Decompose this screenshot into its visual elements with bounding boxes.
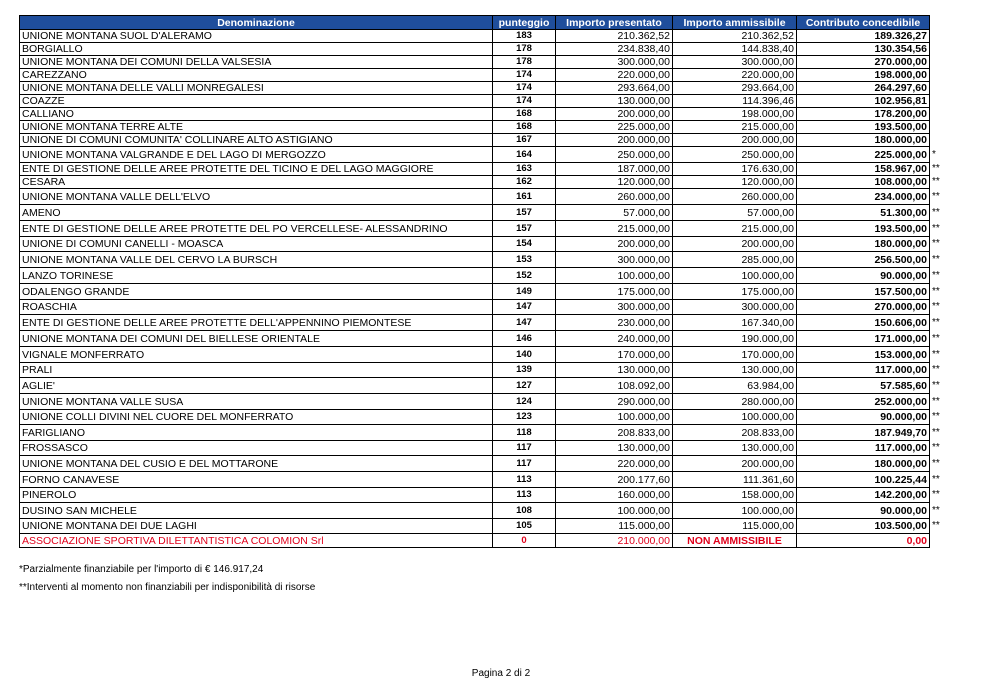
row-score: 149 xyxy=(493,284,556,300)
row-contributo-concedibile: 142.200,00 xyxy=(797,488,930,503)
row-name: UNIONE MONTANA VALLE DEL CERVO LA BURSCH xyxy=(20,252,493,268)
table-row: ODALENGO GRANDE 149 175.000,00 175.000,00 157.500,00 ** xyxy=(20,284,930,300)
row-importo-ammissibile: 210.362,52 xyxy=(673,30,797,43)
header-contributo-concedibile: Contributo concedibile xyxy=(797,16,930,30)
row-contributo-concedibile: 193.500,00 xyxy=(797,121,930,134)
row-name: FROSSASCO xyxy=(20,441,493,456)
row-score: 157 xyxy=(493,221,556,237)
row-importo-presentato: 120.000,00 xyxy=(556,176,673,189)
row-importo-presentato: 208.833,00 xyxy=(556,425,673,441)
row-importo-presentato: 225.000,00 xyxy=(556,121,673,134)
row-importo-presentato: 100.000,00 xyxy=(556,268,673,284)
row-contributo-concedibile: 180.000,00 xyxy=(797,456,930,472)
row-score: 146 xyxy=(493,331,556,347)
row-name: UNIONE MONTANA SUOL D'ALERAMO xyxy=(20,30,493,43)
row-contributo-concedibile: 193.500,00 xyxy=(797,221,930,237)
row-name: VIGNALE MONFERRATO xyxy=(20,347,493,363)
row-name: UNIONE DI COMUNI CANELLI - MOASCA xyxy=(20,237,493,252)
row-score: 0 xyxy=(493,534,556,548)
row-contributo-concedibile: 270.000,00 xyxy=(797,56,930,69)
row-importo-ammissibile: 190.000,00 xyxy=(673,331,797,347)
table-row: AGLIE' 127 108.092,00 63.984,00 57.585,60 ** xyxy=(20,378,930,394)
row-score: 154 xyxy=(493,237,556,252)
row-contributo-concedibile: 189.326,27 xyxy=(797,30,930,43)
row-name: AMENO xyxy=(20,205,493,221)
row-importo-ammissibile: 215.000,00 xyxy=(673,121,797,134)
row-importo-presentato: 240.000,00 xyxy=(556,331,673,347)
row-importo-presentato: 230.000,00 xyxy=(556,315,673,331)
page-number: Pagina 2 di 2 xyxy=(471,668,531,679)
row-name: FORNO CANAVESE xyxy=(20,472,493,488)
row-name: UNIONE MONTANA VALLE SUSA xyxy=(20,394,493,410)
row-score: 168 xyxy=(493,108,556,121)
table-row: UNIONE MONTANA VALGRANDE E DEL LAGO DI MERGOZZO 164 250.000,00 250.000,00 225.000,00 * xyxy=(20,147,930,163)
row-importo-ammissibile: 167.340,00 xyxy=(673,315,797,331)
row-importo-ammissibile: 100.000,00 xyxy=(673,410,797,425)
row-importo-ammissibile: 200.000,00 xyxy=(673,456,797,472)
header-row xyxy=(20,16,930,30)
header-punteggio: punteggio xyxy=(493,16,556,30)
row-contributo-concedibile: 90.000,00 xyxy=(797,503,930,519)
row-score: 174 xyxy=(493,95,556,108)
table-row xyxy=(20,82,930,95)
row-score: 174 xyxy=(493,82,556,95)
row-name: CESARA xyxy=(20,176,493,189)
row-score: 183 xyxy=(493,30,556,43)
funding-table xyxy=(19,15,940,548)
row-name: BORGIALLO xyxy=(20,43,493,56)
row-contributo-concedibile: 180.000,00 xyxy=(797,237,930,252)
row-name: UNIONE MONTANA DEI COMUNI DEL BIELLESE ORIENTALE xyxy=(20,331,493,347)
row-name: ENTE DI GESTIONE DELLE AREE PROTETTE DEL PO VERCELLESE- ALESSANDRINO xyxy=(20,221,493,237)
row-importo-presentato: 215.000,00 xyxy=(556,221,673,237)
row-score: 163 xyxy=(493,163,556,176)
row-contributo-concedibile: 158.967,00 xyxy=(797,163,930,176)
row-importo-presentato: 57.000,00 xyxy=(556,205,673,221)
row-score: 117 xyxy=(493,441,556,456)
row-importo-ammissibile: 260.000,00 xyxy=(673,189,797,205)
row-name: UNIONE MONTANA DEI DUE LAGHI xyxy=(20,519,493,534)
table-row: PINEROLO 113 160.000,00 158.000,00 142.200,00 ** xyxy=(20,488,930,503)
row-importo-presentato: 100.000,00 xyxy=(556,503,673,519)
row-contributo-concedibile: 180.000,00 xyxy=(797,134,930,147)
row-score: 123 xyxy=(493,410,556,425)
row-importo-presentato: 300.000,00 xyxy=(556,300,673,315)
row-importo-ammissibile: 300.000,00 xyxy=(673,300,797,315)
table-row: ENTE DI GESTIONE DELLE AREE PROTETTE DEL PO VERCELLESE- ALESSANDRINO 157 215.000,00 215.000,00 193.500,00 ** xyxy=(20,221,930,237)
row-importo-presentato: 200.000,00 xyxy=(556,134,673,147)
row-score: 124 xyxy=(493,394,556,410)
row-importo-presentato: 160.000,00 xyxy=(556,488,673,503)
row-score: 113 xyxy=(493,472,556,488)
row-name: UNIONE MONTANA DEL CUSIO E DEL MOTTARONE xyxy=(20,456,493,472)
note-not-funded: **Interventi al momento non finanziabili per indisponibilità di risorse xyxy=(19,582,316,593)
row-contributo-concedibile: 108.000,00 xyxy=(797,176,930,189)
table-row xyxy=(20,56,930,69)
row-importo-presentato: 115.000,00 xyxy=(556,519,673,534)
row-importo-ammissibile: 198.000,00 xyxy=(673,108,797,121)
row-contributo-concedibile: 100.225,44 xyxy=(797,472,930,488)
row-importo-ammissibile: 176.630,00 xyxy=(673,163,797,176)
row-importo-ammissibile: NON AMMISSIBILE xyxy=(673,534,797,548)
row-importo-presentato: 234.838,40 xyxy=(556,43,673,56)
table-row: UNIONE MONTANA DEI DUE LAGHI 105 115.000,00 115.000,00 103.500,00 ** xyxy=(20,519,930,534)
row-importo-presentato: 250.000,00 xyxy=(556,147,673,163)
row-importo-ammissibile: 158.000,00 xyxy=(673,488,797,503)
row-importo-presentato: 200.177,60 xyxy=(556,472,673,488)
table-row xyxy=(20,108,930,121)
row-contributo-concedibile: 90.000,00 xyxy=(797,410,930,425)
row-score: 127 xyxy=(493,378,556,394)
row-importo-ammissibile: 120.000,00 xyxy=(673,176,797,189)
row-contributo-concedibile: 178.200,00 xyxy=(797,108,930,121)
row-score: 167 xyxy=(493,134,556,147)
row-score: 153 xyxy=(493,252,556,268)
row-score: 147 xyxy=(493,315,556,331)
table-row: UNIONE MONTANA VALLE SUSA 124 290.000,00 280.000,00 252.000,00 ** xyxy=(20,394,930,410)
table-row xyxy=(20,134,930,147)
row-importo-presentato: 220.000,00 xyxy=(556,456,673,472)
row-importo-presentato: 200.000,00 xyxy=(556,108,673,121)
row-contributo-concedibile: 103.500,00 xyxy=(797,519,930,534)
row-importo-presentato: 300.000,00 xyxy=(556,252,673,268)
row-importo-presentato: 200.000,00 xyxy=(556,237,673,252)
row-score: 162 xyxy=(493,176,556,189)
row-importo-presentato: 130.000,00 xyxy=(556,441,673,456)
table-row: FROSSASCO 117 130.000,00 130.000,00 117.000,00 ** xyxy=(20,441,930,456)
row-score: 164 xyxy=(493,147,556,163)
row-name: COAZZE xyxy=(20,95,493,108)
table-body xyxy=(20,30,940,548)
row-contributo-concedibile: 117.000,00 xyxy=(797,441,930,456)
row-score: 147 xyxy=(493,300,556,315)
table-row xyxy=(20,95,930,108)
row-score: 152 xyxy=(493,268,556,284)
row-importo-ammissibile: 293.664,00 xyxy=(673,82,797,95)
row-contributo-concedibile: 57.585,60 xyxy=(797,378,930,394)
row-contributo-concedibile: 90.000,00 xyxy=(797,268,930,284)
row-contributo-concedibile: 234.000,00 xyxy=(797,189,930,205)
row-name: UNIONE MONTANA DEI COMUNI DELLA VALSESIA xyxy=(20,56,493,69)
row-importo-presentato: 210.000,00 xyxy=(556,534,673,548)
row-importo-ammissibile: 220.000,00 xyxy=(673,69,797,82)
table-row: ENTE DI GESTIONE DELLE AREE PROTETTE DEL TICINO E DEL LAGO MAGGIORE 163 187.000,00 176.630,00 158.967,00 ** xyxy=(20,163,930,176)
row-contributo-concedibile: 252.000,00 xyxy=(797,394,930,410)
row-importo-ammissibile: 63.984,00 xyxy=(673,378,797,394)
row-importo-presentato: 300.000,00 xyxy=(556,56,673,69)
row-importo-ammissibile: 285.000,00 xyxy=(673,252,797,268)
row-importo-ammissibile: 100.000,00 xyxy=(673,503,797,519)
table-row: ENTE DI GESTIONE DELLE AREE PROTETTE DELL'APPENNINO PIEMONTESE 147 230.000,00 167.340,00 150.606,00 ** xyxy=(20,315,930,331)
row-score: 174 xyxy=(493,69,556,82)
row-contributo-concedibile: 130.354,56 xyxy=(797,43,930,56)
row-contributo-concedibile: 0,00 xyxy=(797,534,930,548)
table-row: PRALI 139 130.000,00 130.000,00 117.000,00 ** xyxy=(20,363,930,378)
row-contributo-concedibile: 153.000,00 xyxy=(797,347,930,363)
row-score: 168 xyxy=(493,121,556,134)
table-row: UNIONE MONTANA DEL CUSIO E DEL MOTTARONE 117 220.000,00 200.000,00 180.000,00 ** xyxy=(20,456,930,472)
row-contributo-concedibile: 171.000,00 xyxy=(797,331,930,347)
row-score: 118 xyxy=(493,425,556,441)
table-row xyxy=(20,30,930,43)
row-importo-presentato: 130.000,00 xyxy=(556,95,673,108)
row-importo-ammissibile: 100.000,00 xyxy=(673,268,797,284)
table-row: AMENO 157 57.000,00 57.000,00 51.300,00 ** xyxy=(20,205,930,221)
row-contributo-concedibile: 256.500,00 xyxy=(797,252,930,268)
row-importo-presentato: 187.000,00 xyxy=(556,163,673,176)
table-row: LANZO TORINESE 152 100.000,00 100.000,00 90.000,00 ** xyxy=(20,268,930,284)
table-row: DUSINO SAN MICHELE 108 100.000,00 100.000,00 90.000,00 ** xyxy=(20,503,930,519)
table-row xyxy=(20,121,930,134)
table-row: UNIONE DI COMUNI CANELLI - MOASCA 154 200.000,00 200.000,00 180.000,00 ** xyxy=(20,237,930,252)
note-partial-funding: *Parzialmente finanziabile per l'importo di € 146.917,24 xyxy=(19,564,264,575)
row-contributo-concedibile: 264.297,60 xyxy=(797,82,930,95)
row-score: 161 xyxy=(493,189,556,205)
row-contributo-concedibile: 51.300,00 xyxy=(797,205,930,221)
row-importo-ammissibile: 200.000,00 xyxy=(673,237,797,252)
row-importo-presentato: 130.000,00 xyxy=(556,363,673,378)
row-importo-presentato: 100.000,00 xyxy=(556,410,673,425)
row-name: ODALENGO GRANDE xyxy=(20,284,493,300)
row-importo-ammissibile: 115.000,00 xyxy=(673,519,797,534)
table-row: UNIONE COLLI DIVINI NEL CUORE DEL MONFERRATO 123 100.000,00 100.000,00 90.000,00 ** xyxy=(20,410,930,425)
table-row: FARIGLIANO 118 208.833,00 208.833,00 187.949,70 ** xyxy=(20,425,930,441)
row-score: 140 xyxy=(493,347,556,363)
row-contributo-concedibile: 150.606,00 xyxy=(797,315,930,331)
row-importo-presentato: 170.000,00 xyxy=(556,347,673,363)
row-importo-ammissibile: 215.000,00 xyxy=(673,221,797,237)
row-importo-ammissibile: 175.000,00 xyxy=(673,284,797,300)
row-name: CALLIANO xyxy=(20,108,493,121)
row-contributo-concedibile: 102.956,81 xyxy=(797,95,930,108)
row-score: 139 xyxy=(493,363,556,378)
table-row: CESARA 162 120.000,00 120.000,00 108.000,00 ** xyxy=(20,176,930,189)
row-importo-ammissibile: 114.396,46 xyxy=(673,95,797,108)
row-contributo-concedibile: 198.000,00 xyxy=(797,69,930,82)
row-name: ROASCHIA xyxy=(20,300,493,315)
row-score: 108 xyxy=(493,503,556,519)
row-name: AGLIE' xyxy=(20,378,493,394)
row-name: UNIONE MONTANA VALGRANDE E DEL LAGO DI MERGOZZO xyxy=(20,147,493,163)
row-name: CAREZZANO xyxy=(20,69,493,82)
row-score: 157 xyxy=(493,205,556,221)
row-name: UNIONE DI COMUNI COMUNITA' COLLINARE ALTO ASTIGIANO xyxy=(20,134,493,147)
row-importo-presentato: 293.664,00 xyxy=(556,82,673,95)
row-importo-presentato: 210.362,52 xyxy=(556,30,673,43)
header-denominazione: Denominazione xyxy=(20,16,493,30)
row-contributo-concedibile: 225.000,00 xyxy=(797,147,930,163)
row-contributo-concedibile: 157.500,00 xyxy=(797,284,930,300)
table-row xyxy=(20,534,930,548)
row-importo-presentato: 108.092,00 xyxy=(556,378,673,394)
table-row: UNIONE MONTANA DEI COMUNI DEL BIELLESE ORIENTALE 146 240.000,00 190.000,00 171.000,00 ** xyxy=(20,331,930,347)
row-importo-presentato: 220.000,00 xyxy=(556,69,673,82)
row-name: UNIONE MONTANA VALLE DELL'ELVO xyxy=(20,189,493,205)
row-score: 178 xyxy=(493,43,556,56)
row-importo-ammissibile: 280.000,00 xyxy=(673,394,797,410)
row-importo-ammissibile: 300.000,00 xyxy=(673,56,797,69)
row-importo-presentato: 175.000,00 xyxy=(556,284,673,300)
row-importo-ammissibile: 111.361,60 xyxy=(673,472,797,488)
row-importo-ammissibile: 208.833,00 xyxy=(673,425,797,441)
row-contributo-concedibile: 187.949,70 xyxy=(797,425,930,441)
row-importo-ammissibile: 57.000,00 xyxy=(673,205,797,221)
row-importo-presentato: 290.000,00 xyxy=(556,394,673,410)
row-name: PINEROLO xyxy=(20,488,493,503)
table-row: VIGNALE MONFERRATO 140 170.000,00 170.000,00 153.000,00 ** xyxy=(20,347,930,363)
row-importo-ammissibile: 200.000,00 xyxy=(673,134,797,147)
row-score: 178 xyxy=(493,56,556,69)
table-row: FORNO CANAVESE 113 200.177,60 111.361,60 100.225,44 ** xyxy=(20,472,930,488)
row-name: PRALI xyxy=(20,363,493,378)
row-name: LANZO TORINESE xyxy=(20,268,493,284)
row-contributo-concedibile: 270.000,00 xyxy=(797,300,930,315)
table-row: UNIONE MONTANA VALLE DEL CERVO LA BURSCH 153 300.000,00 285.000,00 256.500,00 ** xyxy=(20,252,930,268)
row-importo-ammissibile: 170.000,00 xyxy=(673,347,797,363)
header-importo-ammissibile: Importo ammissibile xyxy=(673,16,797,30)
row-score: 105 xyxy=(493,519,556,534)
row-name: ENTE DI GESTIONE DELLE AREE PROTETTE DEL TICINO E DEL LAGO MAGGIORE xyxy=(20,163,493,176)
row-name: UNIONE MONTANA TERRE ALTE xyxy=(20,121,493,134)
header-importo-presentato: Importo presentato xyxy=(556,16,673,30)
row-contributo-concedibile: 117.000,00 xyxy=(797,363,930,378)
row-importo-ammissibile: 130.000,00 xyxy=(673,363,797,378)
table-row xyxy=(20,69,930,82)
row-name: ENTE DI GESTIONE DELLE AREE PROTETTE DELL'APPENNINO PIEMONTESE xyxy=(20,315,493,331)
row-importo-ammissibile: 130.000,00 xyxy=(673,441,797,456)
table-row xyxy=(20,43,930,56)
row-score: 117 xyxy=(493,456,556,472)
row-score: 113 xyxy=(493,488,556,503)
row-importo-ammissibile: 144.838,40 xyxy=(673,43,797,56)
row-name: UNIONE MONTANA DELLE VALLI MONREGALESI xyxy=(20,82,493,95)
row-importo-ammissibile: 250.000,00 xyxy=(673,147,797,163)
table-row: ROASCHIA 147 300.000,00 300.000,00 270.000,00 ** xyxy=(20,300,930,315)
row-name: ASSOCIAZIONE SPORTIVA DILETTANTISTICA COLOMION Srl xyxy=(20,534,493,548)
table-row: UNIONE MONTANA VALLE DELL'ELVO 161 260.000,00 260.000,00 234.000,00 ** xyxy=(20,189,930,205)
row-name: FARIGLIANO xyxy=(20,425,493,441)
row-name: UNIONE COLLI DIVINI NEL CUORE DEL MONFERRATO xyxy=(20,410,493,425)
row-name: DUSINO SAN MICHELE xyxy=(20,503,493,519)
row-importo-presentato: 260.000,00 xyxy=(556,189,673,205)
